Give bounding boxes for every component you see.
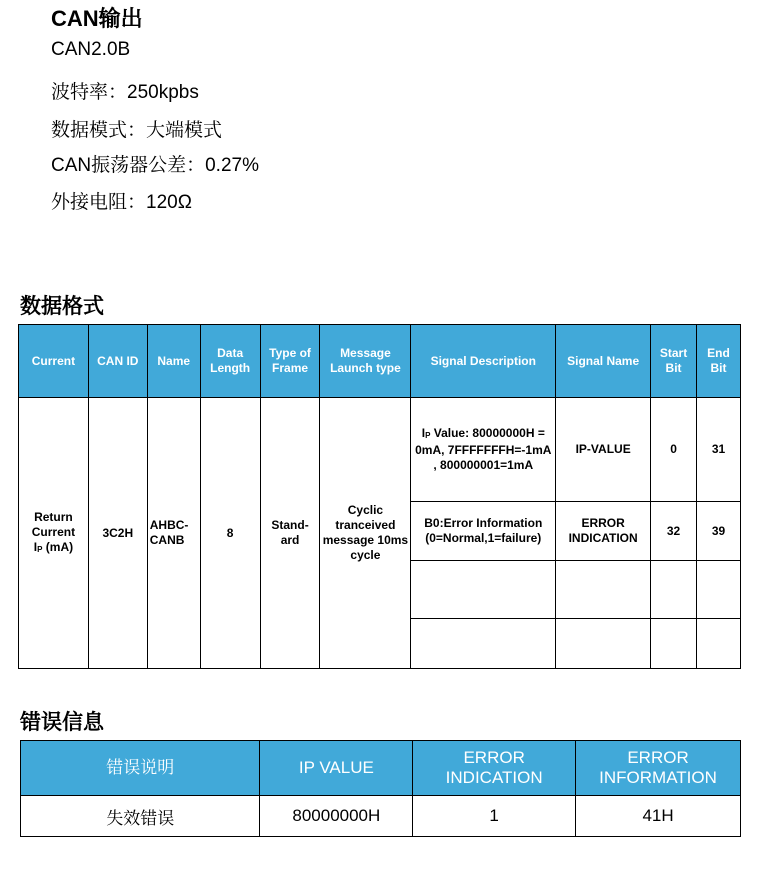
launch-type-cell: Cyclic tranceived message 10ms cycle — [320, 398, 411, 669]
name-cell: AHBC-CANB — [147, 398, 200, 669]
header-start-bit: Start Bit — [651, 325, 697, 398]
header-data-length: Data Length — [200, 325, 260, 398]
header-current: Current — [19, 325, 89, 398]
current-unit-symbol: I — [33, 539, 38, 554]
start-bit-error: 32 — [651, 502, 697, 561]
empty-cell — [556, 561, 651, 619]
current-unit-subscript: P — [37, 544, 43, 554]
frame-type-cell: Stand-ard — [260, 398, 320, 669]
data-length-cell: 8 — [200, 398, 260, 669]
table-header-row — [21, 741, 741, 796]
header-error-indication: ERROR INDICATION — [413, 741, 576, 796]
header-name: Name — [147, 325, 200, 398]
current-cell — [19, 398, 89, 669]
spec-external-resistor: 外接电阻：120Ω — [51, 192, 192, 213]
end-bit-error: 39 — [697, 502, 741, 561]
spec-data-mode: 数据模式：大端模式 — [51, 120, 223, 141]
end-bit-ip-value: 31 — [697, 398, 741, 502]
error-description-cell: 失效错误 — [21, 796, 260, 837]
empty-cell — [556, 619, 651, 669]
header-launch-type: Message Launch type — [320, 325, 411, 398]
signal-description-ip-value — [411, 398, 556, 502]
signal-name-ip-value: IP-VALUE — [556, 398, 651, 502]
error-info-heading: 错误信息 — [20, 711, 104, 734]
header-error-description: 错误说明 — [21, 741, 260, 796]
header-can-id: CAN ID — [88, 325, 147, 398]
empty-cell — [697, 561, 741, 619]
ip-value-cell: 80000000H — [260, 796, 413, 837]
error-info-table — [20, 740, 741, 837]
signal-description-error: B0:Error Information (0=Normal,1=failure) — [411, 502, 556, 561]
error-information-cell: 41H — [576, 796, 741, 837]
error-indication-cell: 1 — [413, 796, 576, 837]
can-output-heading: CAN输出 — [51, 6, 143, 31]
empty-cell — [651, 561, 697, 619]
data-format-table — [18, 324, 741, 669]
ip-value-subscript: P — [425, 431, 431, 440]
header-signal-name: Signal Name — [556, 325, 651, 398]
empty-cell — [697, 619, 741, 669]
current-unit-tail: (mA) — [42, 539, 74, 554]
header-end-bit: End Bit — [697, 325, 741, 398]
header-error-information: ERROR INFORMATION — [576, 741, 741, 796]
header-ip-value: IP VALUE — [260, 741, 413, 796]
spec-protocol: CAN2.0B — [51, 39, 131, 60]
header-signal-description: Signal Description — [411, 325, 556, 398]
ip-value-symbol: I — [421, 426, 426, 440]
signal-name-error: ERROR INDICATION — [556, 502, 651, 561]
table-header-row — [19, 325, 741, 398]
ip-value-description: Value: 80000000H = 0mA, 7FFFFFFFH=-1mA , 800000001=1mA — [415, 426, 552, 472]
spec-baud-rate: 波特率：250kpbs — [51, 82, 199, 103]
data-format-heading: 数据格式 — [20, 295, 104, 318]
header-type-of-frame: Type of Frame — [260, 325, 320, 398]
table-row — [21, 796, 741, 837]
empty-cell — [411, 561, 556, 619]
can-id-cell: 3C2H — [88, 398, 147, 669]
table-row — [19, 398, 741, 502]
empty-cell — [411, 619, 556, 669]
spec-oscillator-tolerance: CAN振荡器公差：0.27% — [51, 155, 259, 176]
start-bit-ip-value: 0 — [651, 398, 697, 502]
current-label: Return Current — [31, 509, 76, 539]
empty-cell — [651, 619, 697, 669]
